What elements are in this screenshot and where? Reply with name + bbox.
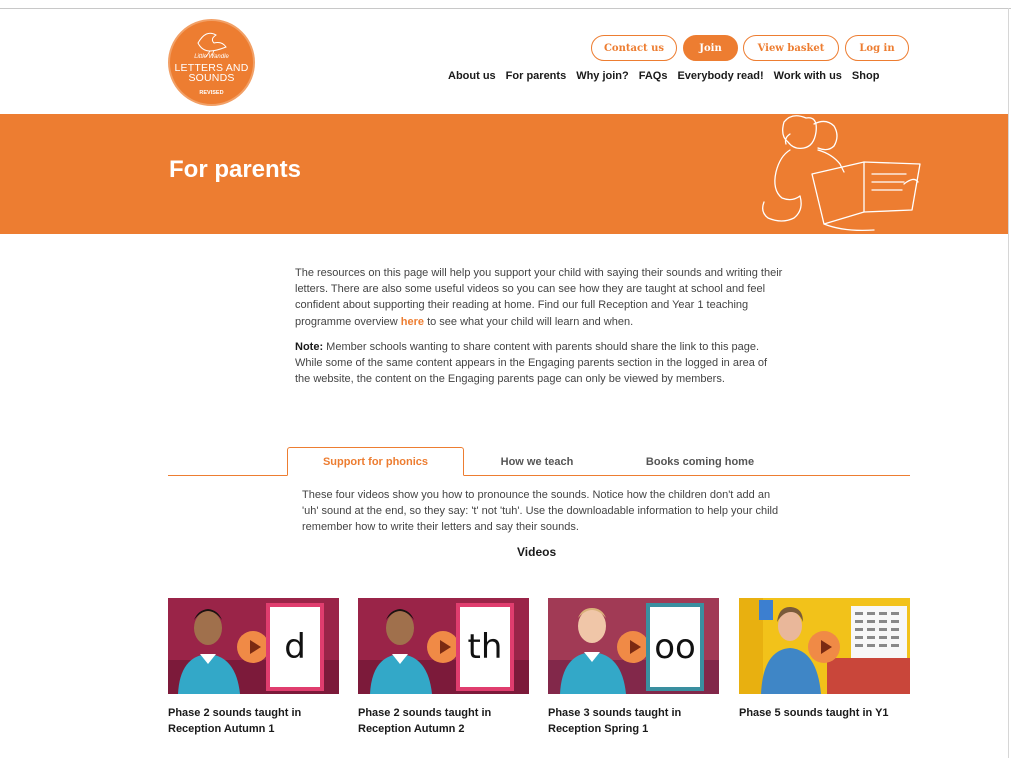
video-thumbnail[interactable] xyxy=(739,598,910,694)
video-card[interactable] xyxy=(739,598,910,721)
logo-name: LETTERS AND SOUNDS xyxy=(174,62,249,84)
play-icon[interactable] xyxy=(617,631,649,663)
video-title[interactable]: Phase 2 sounds taught in Reception Autumn 1 xyxy=(168,707,302,735)
page-banner xyxy=(0,114,1008,234)
video-card[interactable] xyxy=(548,598,719,737)
note-label: Note: xyxy=(295,341,324,353)
site-logo[interactable] xyxy=(168,19,255,106)
letter-card: oo xyxy=(646,603,704,691)
logo-tagline: Little Wandle xyxy=(194,54,229,60)
nav-faqs[interactable]: FAQs xyxy=(638,70,668,82)
video-thumbnail[interactable] xyxy=(548,598,719,694)
tab-how-we-teach[interactable]: How we teach xyxy=(500,455,574,468)
video-title[interactable]: Phase 5 sounds taught in Y1 xyxy=(739,707,889,719)
play-icon[interactable] xyxy=(808,631,840,663)
tab-description: These four videos show you how to pronounce the sounds. Notice how the children don't add an 'uh' sound at the end, so they say: 't' not 'tuh'. Use the downloadable information to help your child remember how to write their letters and say their sounds. xyxy=(302,489,779,534)
video-card[interactable] xyxy=(168,598,339,737)
main-nav xyxy=(448,70,879,84)
reading-child-illustration xyxy=(754,114,924,234)
log-in-button[interactable]: Log in xyxy=(845,35,909,61)
intro-paragraph: The resources on this page will help you support your child with saying their sounds and writing their letters. There are also some useful videos so you can see how they are taught at school and feel confident about supporting their reading at home. Find our full Reception and Year 1 teaching programme overview here to see what your child will learn and when. xyxy=(295,267,783,328)
nav-work-with-us[interactable]: Work with us xyxy=(773,70,842,82)
video-card[interactable] xyxy=(358,598,529,737)
nav-shop[interactable]: Shop xyxy=(851,70,880,82)
letter-card: th xyxy=(456,603,514,691)
nav-for-parents[interactable]: For parents xyxy=(505,70,567,82)
play-icon[interactable] xyxy=(237,631,269,663)
nav-why-join[interactable]: Why join? xyxy=(576,70,629,82)
tab-support-for-phonics[interactable]: Support for phonics xyxy=(287,447,464,476)
view-basket-button[interactable]: View basket xyxy=(743,35,839,61)
top-divider xyxy=(0,8,1011,9)
video-title[interactable]: Phase 3 sounds taught in Reception Spring 1 xyxy=(548,707,682,735)
tab-books-coming-home[interactable]: Books coming home xyxy=(645,455,755,468)
programme-overview-link[interactable]: here xyxy=(400,315,425,328)
video-thumbnail[interactable] xyxy=(168,598,339,694)
right-divider xyxy=(1008,8,1009,758)
video-thumbnail[interactable] xyxy=(358,598,529,694)
logo-revised: REVISED xyxy=(199,90,224,96)
video-title[interactable]: Phase 2 sounds taught in Reception Autumn 2 xyxy=(358,707,492,735)
join-button[interactable]: Join xyxy=(683,35,738,61)
page-title: For parents xyxy=(169,156,302,183)
note-paragraph: Note: Member schools wanting to share content with parents should share the link to this page. While some of the same content appears in the Engaging parents section in the logged in area of the website, the content on the Engaging parents page can only be viewed by members. xyxy=(295,341,768,386)
nav-everybody-read[interactable]: Everybody read! xyxy=(677,70,764,82)
videos-heading: Videos xyxy=(517,545,557,559)
contact-us-button[interactable]: Contact us xyxy=(591,35,677,61)
nav-about-us[interactable]: About us xyxy=(448,70,496,82)
play-icon[interactable] xyxy=(427,631,459,663)
letter-card: d xyxy=(266,603,324,691)
